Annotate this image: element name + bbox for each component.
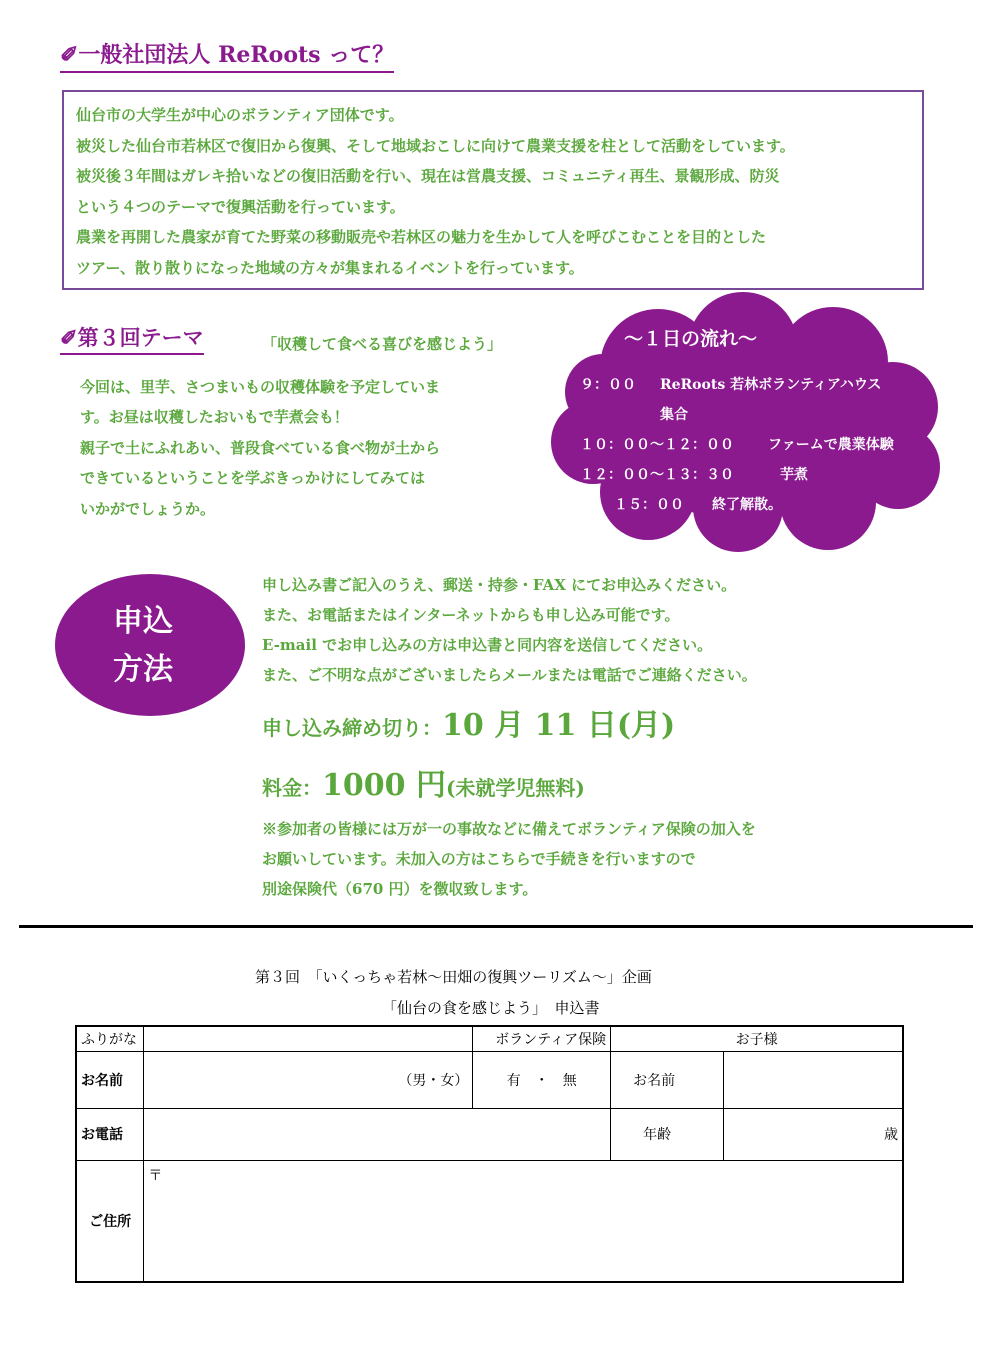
- application-line: また、お電話またはインターネットからも申し込み可能です。: [262, 606, 680, 624]
- insurance-note: 別途保険代（670 円）を徴収致します。: [262, 880, 538, 898]
- theme-line: 今回は、里芋、さつまいもの収穫体験を予定していま: [80, 378, 441, 396]
- child-name-input[interactable]: [723, 1051, 903, 1108]
- postal-mark: 〒: [148, 1167, 163, 1184]
- theme-line: 親子で土にふれあい、普段食べている食べ物が土から: [80, 439, 441, 457]
- badge-line: 申込: [113, 604, 173, 639]
- fee-note: (未就学児無料): [445, 776, 585, 800]
- schedule-cloud: [548, 292, 943, 554]
- about-heading: ✐一般社団法人 ReRoots って？: [60, 38, 394, 73]
- schedule-text: 集合: [660, 407, 688, 423]
- schedule-time: １２：００～１３：３０: [580, 467, 734, 483]
- gender-choice[interactable]: （男・女）: [398, 1072, 469, 1089]
- theme-heading: ✐第３回テーマ: [60, 322, 204, 355]
- application-line: また、ご不明な点がございましたらメールまたは電話でご連絡ください。: [262, 666, 757, 684]
- name-label: お名前: [76, 1051, 144, 1108]
- age-label: 年齢: [611, 1108, 724, 1160]
- child-name-label: お名前: [611, 1051, 724, 1108]
- deadline-label: 申し込み締め切り：: [262, 716, 442, 740]
- deadline: [262, 700, 675, 744]
- insurance-choice[interactable]: 有 ・ 無: [473, 1051, 611, 1108]
- age-unit: 歳: [884, 1127, 898, 1143]
- schedule-time: １０：００～１２：００: [580, 437, 734, 453]
- address-input[interactable]: [144, 1160, 903, 1282]
- phone-label: お電話: [76, 1108, 144, 1160]
- theme-line: す。お昼は収穫したおいもで芋煮会も！: [80, 408, 349, 426]
- schedule-time: ９：００: [580, 377, 636, 393]
- application-line: E-mail でお申し込みの方は申込書と同内容を送信してください。: [262, 636, 713, 654]
- badge-line: 方法: [113, 652, 173, 687]
- schedule-title: ～１日の流れ～: [624, 328, 758, 350]
- insurance-label: ボランティア保険: [473, 1026, 611, 1051]
- child-label: お子様: [611, 1026, 903, 1051]
- fee-value: 1000 円: [322, 768, 446, 803]
- furigana-label: ふりがな: [76, 1026, 144, 1051]
- fee: [262, 760, 585, 804]
- application-form: [75, 1025, 904, 1283]
- about-line: ツアー、散り散りになった地域の方々が集まれるイベントを行っています。: [76, 259, 584, 277]
- cut-line: [19, 925, 973, 928]
- fee-label: 料金：: [262, 776, 322, 800]
- about-line: 農業を再開した農家が育てた野菜の移動販売や若林区の魅力を生かして人を呼びこむことを目的とした: [76, 228, 767, 246]
- about-line: 被災した仙台市若林区で復旧から復興、そして地域おこしに向けて農業支援を柱として活動をしています。: [76, 137, 795, 155]
- about-line: という４つのテーマで復興活動を行っています。: [76, 198, 405, 216]
- schedule-text: 終了解散。: [712, 497, 782, 513]
- name-input[interactable]: [144, 1051, 473, 1108]
- application-badge: [55, 574, 245, 716]
- insurance-note: お願いしています。未加入の方はこちらで手続きを行いますので: [262, 850, 696, 868]
- application-line: 申し込み書ご記入のうえ、郵送・持参・FAX にてお申込みください。: [262, 576, 737, 594]
- about-line: 被災後３年間はガレキ拾いなどの復旧活動を行い、現在は営農支援、コミュニティ再生、景観形成、防災: [76, 167, 780, 185]
- insurance-note: ※参加者の皆様には万が一の事故などに備えてボランティア保険の加入を: [262, 820, 756, 838]
- address-label: ご住所: [76, 1160, 144, 1282]
- theme-line: いかがでしょうか。: [80, 500, 216, 518]
- about-box: [62, 90, 924, 290]
- phone-input[interactable]: [144, 1108, 611, 1160]
- schedule-text: ファームで農業体験: [768, 437, 894, 453]
- form-subtitle: 「仙台の食を感じよう」 申込書: [382, 999, 600, 1017]
- theme-line: できているということを学ぶきっかけにしてみては: [80, 469, 426, 487]
- schedule-text: 芋煮: [780, 467, 808, 483]
- theme-subtitle: 「収穫して食べる喜びを感じよう」: [262, 335, 503, 353]
- age-input[interactable]: [723, 1108, 903, 1160]
- schedule-time: １５：００: [614, 497, 684, 513]
- form-title: 第３回 「いくっちゃ若林～田畑の復興ツーリズム～」企画: [255, 968, 652, 986]
- about-line: 仙台市の大学生が中心のボランティア団体です。: [76, 106, 404, 124]
- furigana-input[interactable]: [144, 1026, 473, 1051]
- deadline-value: 10 月 11 日(月): [442, 708, 676, 743]
- schedule-text: ReRoots 若林ボランティアハウス: [660, 377, 882, 393]
